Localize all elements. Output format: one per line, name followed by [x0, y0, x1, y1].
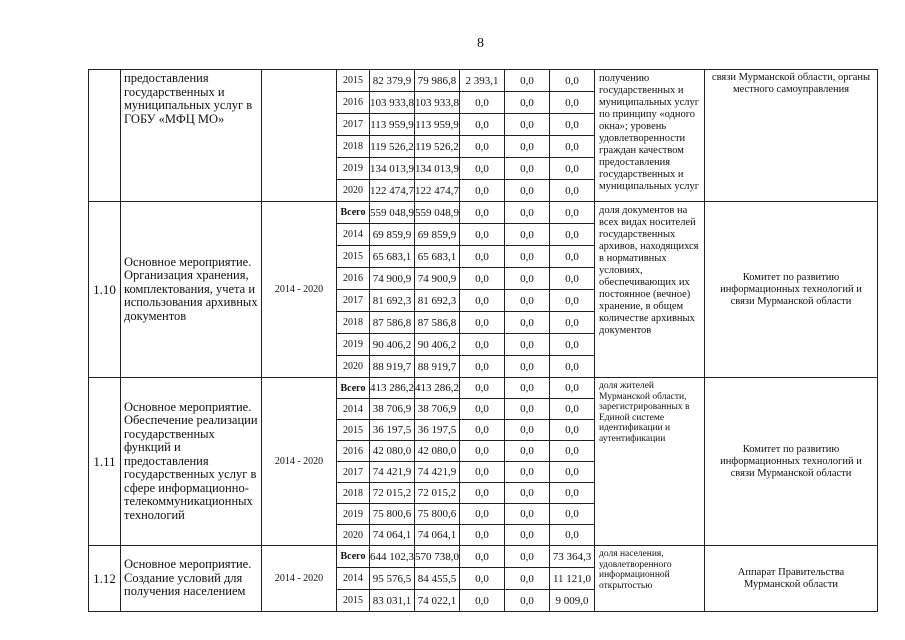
amount-cell: 0,0 — [460, 290, 505, 312]
amount-cell: 36 197,5 — [370, 420, 415, 441]
amount-cell: 0,0 — [550, 246, 595, 268]
year-cell: 2016 — [337, 268, 370, 290]
amount-cell: 87 586,8 — [415, 312, 460, 334]
amount-cell: 0,0 — [460, 546, 505, 568]
year-cell: Всего — [337, 546, 370, 568]
amount-cell: 559 048,9 — [370, 202, 415, 224]
amount-cell: 42 080,0 — [370, 441, 415, 462]
amount-cell: 119 526,2 — [370, 136, 415, 158]
amount-cell: 0,0 — [460, 462, 505, 483]
amount-cell: 413 286,2 — [370, 378, 415, 399]
amount-cell: 0,0 — [505, 70, 550, 92]
target-indicator: получению государственных и муниципальных услуг по принципу «одного окна»; уровень удовлетворенности граждан качеством предоставления государственных и муниципальных услуг — [595, 70, 705, 202]
year-cell: 2014 — [337, 568, 370, 590]
year-cell: 2020 — [337, 180, 370, 202]
responsible-executor: Аппарат Правительства Мурманской области — [705, 546, 878, 612]
amount-cell: 0,0 — [505, 504, 550, 525]
amount-cell: 88 919,7 — [415, 356, 460, 378]
amount-cell: 0,0 — [505, 441, 550, 462]
year-cell: 2015 — [337, 70, 370, 92]
amount-cell: 84 455,5 — [415, 568, 460, 590]
amount-cell: 0,0 — [550, 268, 595, 290]
amount-cell: 559 048,9 — [415, 202, 460, 224]
amount-cell: 0,0 — [460, 483, 505, 504]
amount-cell: 0,0 — [505, 462, 550, 483]
amount-cell: 11 121,0 — [550, 568, 595, 590]
amount-cell: 0,0 — [460, 246, 505, 268]
amount-cell: 69 859,9 — [370, 224, 415, 246]
table-row — [89, 202, 878, 224]
amount-cell: 72 015,2 — [415, 483, 460, 504]
amount-cell: 0,0 — [505, 136, 550, 158]
amount-cell: 0,0 — [505, 290, 550, 312]
amount-cell: 0,0 — [550, 180, 595, 202]
budget-table — [88, 69, 878, 612]
amount-cell: 72 015,2 — [370, 483, 415, 504]
year-cell: 2015 — [337, 420, 370, 441]
year-cell: Всего — [337, 378, 370, 399]
amount-cell: 0,0 — [460, 590, 505, 612]
item-period — [262, 70, 337, 202]
table-row — [89, 546, 878, 568]
amount-cell: 0,0 — [505, 268, 550, 290]
year-cell: 2019 — [337, 504, 370, 525]
amount-cell: 113 959,9 — [415, 114, 460, 136]
year-cell: 2018 — [337, 483, 370, 504]
amount-cell: 134 013,9 — [415, 158, 460, 180]
amount-cell: 75 800,6 — [370, 504, 415, 525]
item-description: предоставления государственных и муниципальных услуг в ГОБУ «МФЦ МО» — [121, 70, 262, 202]
amount-cell: 122 474,7 — [415, 180, 460, 202]
amount-cell: 0,0 — [505, 246, 550, 268]
amount-cell: 69 859,9 — [415, 224, 460, 246]
table-row — [89, 70, 878, 92]
year-cell: 2015 — [337, 246, 370, 268]
amount-cell: 0,0 — [550, 378, 595, 399]
year-cell: 2020 — [337, 356, 370, 378]
amount-cell: 81 692,3 — [415, 290, 460, 312]
amount-cell: 0,0 — [460, 312, 505, 334]
amount-cell: 2 393,1 — [460, 70, 505, 92]
amount-cell: 0,0 — [460, 399, 505, 420]
amount-cell: 0,0 — [550, 158, 595, 180]
amount-cell: 73 364,3 — [550, 546, 595, 568]
amount-cell: 0,0 — [460, 268, 505, 290]
amount-cell: 119 526,2 — [415, 136, 460, 158]
year-cell: 2018 — [337, 312, 370, 334]
item-period: 2014 - 2020 — [262, 202, 337, 378]
amount-cell: 65 683,1 — [370, 246, 415, 268]
amount-cell: 134 013,9 — [370, 158, 415, 180]
amount-cell: 0,0 — [550, 399, 595, 420]
amount-cell: 0,0 — [550, 356, 595, 378]
item-description: Основное мероприятие. Обеспечение реализации государственных функций и предоставления государственных услуг в сфере информационно-телекоммуникационных технологий — [121, 378, 262, 546]
responsible-executor: связи Мурманской области, органы местного самоуправления — [705, 70, 878, 202]
amount-cell: 0,0 — [505, 158, 550, 180]
amount-cell: 38 706,9 — [415, 399, 460, 420]
amount-cell: 0,0 — [460, 525, 505, 546]
amount-cell: 0,0 — [550, 525, 595, 546]
amount-cell: 81 692,3 — [370, 290, 415, 312]
amount-cell: 0,0 — [505, 114, 550, 136]
amount-cell: 0,0 — [460, 420, 505, 441]
amount-cell: 0,0 — [460, 202, 505, 224]
amount-cell: 0,0 — [505, 483, 550, 504]
amount-cell: 74 900,9 — [415, 268, 460, 290]
amount-cell: 413 286,2 — [415, 378, 460, 399]
amount-cell: 0,0 — [550, 92, 595, 114]
amount-cell: 0,0 — [460, 378, 505, 399]
amount-cell: 0,0 — [505, 180, 550, 202]
amount-cell: 0,0 — [550, 136, 595, 158]
amount-cell: 87 586,8 — [370, 312, 415, 334]
amount-cell: 74 421,9 — [415, 462, 460, 483]
year-cell: 2019 — [337, 334, 370, 356]
year-cell: 2019 — [337, 158, 370, 180]
amount-cell: 0,0 — [505, 546, 550, 568]
item-number: 1.11 — [89, 378, 121, 546]
item-number: 1.12 — [89, 546, 121, 612]
amount-cell: 0,0 — [550, 70, 595, 92]
year-cell: 2014 — [337, 399, 370, 420]
amount-cell: 65 683,1 — [415, 246, 460, 268]
amount-cell: 0,0 — [460, 136, 505, 158]
amount-cell: 0,0 — [550, 483, 595, 504]
amount-cell: 79 986,8 — [415, 70, 460, 92]
amount-cell: 83 031,1 — [370, 590, 415, 612]
year-cell: 2015 — [337, 590, 370, 612]
amount-cell: 88 919,7 — [370, 356, 415, 378]
year-cell: 2016 — [337, 441, 370, 462]
amount-cell: 0,0 — [550, 441, 595, 462]
amount-cell: 0,0 — [460, 356, 505, 378]
year-cell: 2017 — [337, 290, 370, 312]
amount-cell: 82 379,9 — [370, 70, 415, 92]
amount-cell: 0,0 — [550, 114, 595, 136]
amount-cell: 0,0 — [550, 224, 595, 246]
year-cell: 2018 — [337, 136, 370, 158]
amount-cell: 74 900,9 — [370, 268, 415, 290]
amount-cell: 0,0 — [460, 568, 505, 590]
year-cell: 2014 — [337, 224, 370, 246]
amount-cell: 0,0 — [550, 202, 595, 224]
amount-cell: 0,0 — [460, 92, 505, 114]
amount-cell: 9 009,0 — [550, 590, 595, 612]
amount-cell: 0,0 — [505, 202, 550, 224]
year-cell: Всего — [337, 202, 370, 224]
amount-cell: 0,0 — [505, 568, 550, 590]
item-period: 2014 - 2020 — [262, 378, 337, 546]
amount-cell: 644 102,3 — [370, 546, 415, 568]
amount-cell: 113 959,9 — [370, 114, 415, 136]
responsible-executor: Комитет по развитию информационных технологий и связи Мурманской области — [705, 378, 878, 546]
amount-cell: 74 064,1 — [415, 525, 460, 546]
amount-cell: 0,0 — [505, 525, 550, 546]
amount-cell: 0,0 — [460, 180, 505, 202]
item-number — [89, 70, 121, 202]
amount-cell: 103 933,8 — [370, 92, 415, 114]
amount-cell: 0,0 — [460, 441, 505, 462]
year-cell: 2017 — [337, 114, 370, 136]
amount-cell: 0,0 — [460, 224, 505, 246]
amount-cell: 0,0 — [550, 334, 595, 356]
amount-cell: 0,0 — [550, 290, 595, 312]
amount-cell: 0,0 — [550, 462, 595, 483]
amount-cell: 0,0 — [460, 334, 505, 356]
year-cell: 2016 — [337, 92, 370, 114]
amount-cell: 0,0 — [550, 312, 595, 334]
amount-cell: 0,0 — [550, 420, 595, 441]
amount-cell: 122 474,7 — [370, 180, 415, 202]
amount-cell: 0,0 — [505, 224, 550, 246]
item-description: Основное мероприятие. Организация хранения, комплектования, учета и использования архивных документов — [121, 202, 262, 378]
amount-cell: 0,0 — [460, 158, 505, 180]
amount-cell: 36 197,5 — [415, 420, 460, 441]
target-indicator: доля населения, удовлетворенного информационной открытостью — [595, 546, 705, 612]
amount-cell: 0,0 — [505, 590, 550, 612]
year-cell: 2020 — [337, 525, 370, 546]
amount-cell: 570 738,0 — [415, 546, 460, 568]
amount-cell: 0,0 — [460, 114, 505, 136]
amount-cell: 0,0 — [505, 378, 550, 399]
amount-cell: 42 080,0 — [415, 441, 460, 462]
amount-cell: 75 800,6 — [415, 504, 460, 525]
table-row — [89, 378, 878, 399]
item-period: 2014 - 2020 — [262, 546, 337, 612]
amount-cell: 103 933,8 — [415, 92, 460, 114]
page-number: 8 — [477, 36, 484, 51]
amount-cell: 74 064,1 — [370, 525, 415, 546]
amount-cell: 95 576,5 — [370, 568, 415, 590]
amount-cell: 74 022,1 — [415, 590, 460, 612]
amount-cell: 0,0 — [505, 356, 550, 378]
amount-cell: 0,0 — [505, 312, 550, 334]
item-number: 1.10 — [89, 202, 121, 378]
amount-cell: 0,0 — [505, 420, 550, 441]
amount-cell: 0,0 — [550, 504, 595, 525]
amount-cell: 90 406,2 — [370, 334, 415, 356]
amount-cell: 0,0 — [505, 92, 550, 114]
amount-cell: 38 706,9 — [370, 399, 415, 420]
amount-cell: 0,0 — [460, 504, 505, 525]
target-indicator: доля документов на всех видах носителей государственных архивов, находящихся в нормативных условиях, обеспечивающих их постоянное (вечное) хранение, в общем количестве архивных документов — [595, 202, 705, 378]
target-indicator: доля жителей Мурманской области, зарегистрированных в Единой системе идентификации и аутентификации — [595, 378, 705, 546]
item-description: Основное мероприятие. Создание условий для получения населением — [121, 546, 262, 612]
amount-cell: 90 406,2 — [415, 334, 460, 356]
table-body — [89, 70, 878, 612]
amount-cell: 0,0 — [505, 334, 550, 356]
responsible-executor: Комитет по развитию информационных технологий и связи Мурманской области — [705, 202, 878, 378]
amount-cell: 0,0 — [505, 399, 550, 420]
amount-cell: 74 421,9 — [370, 462, 415, 483]
year-cell: 2017 — [337, 462, 370, 483]
